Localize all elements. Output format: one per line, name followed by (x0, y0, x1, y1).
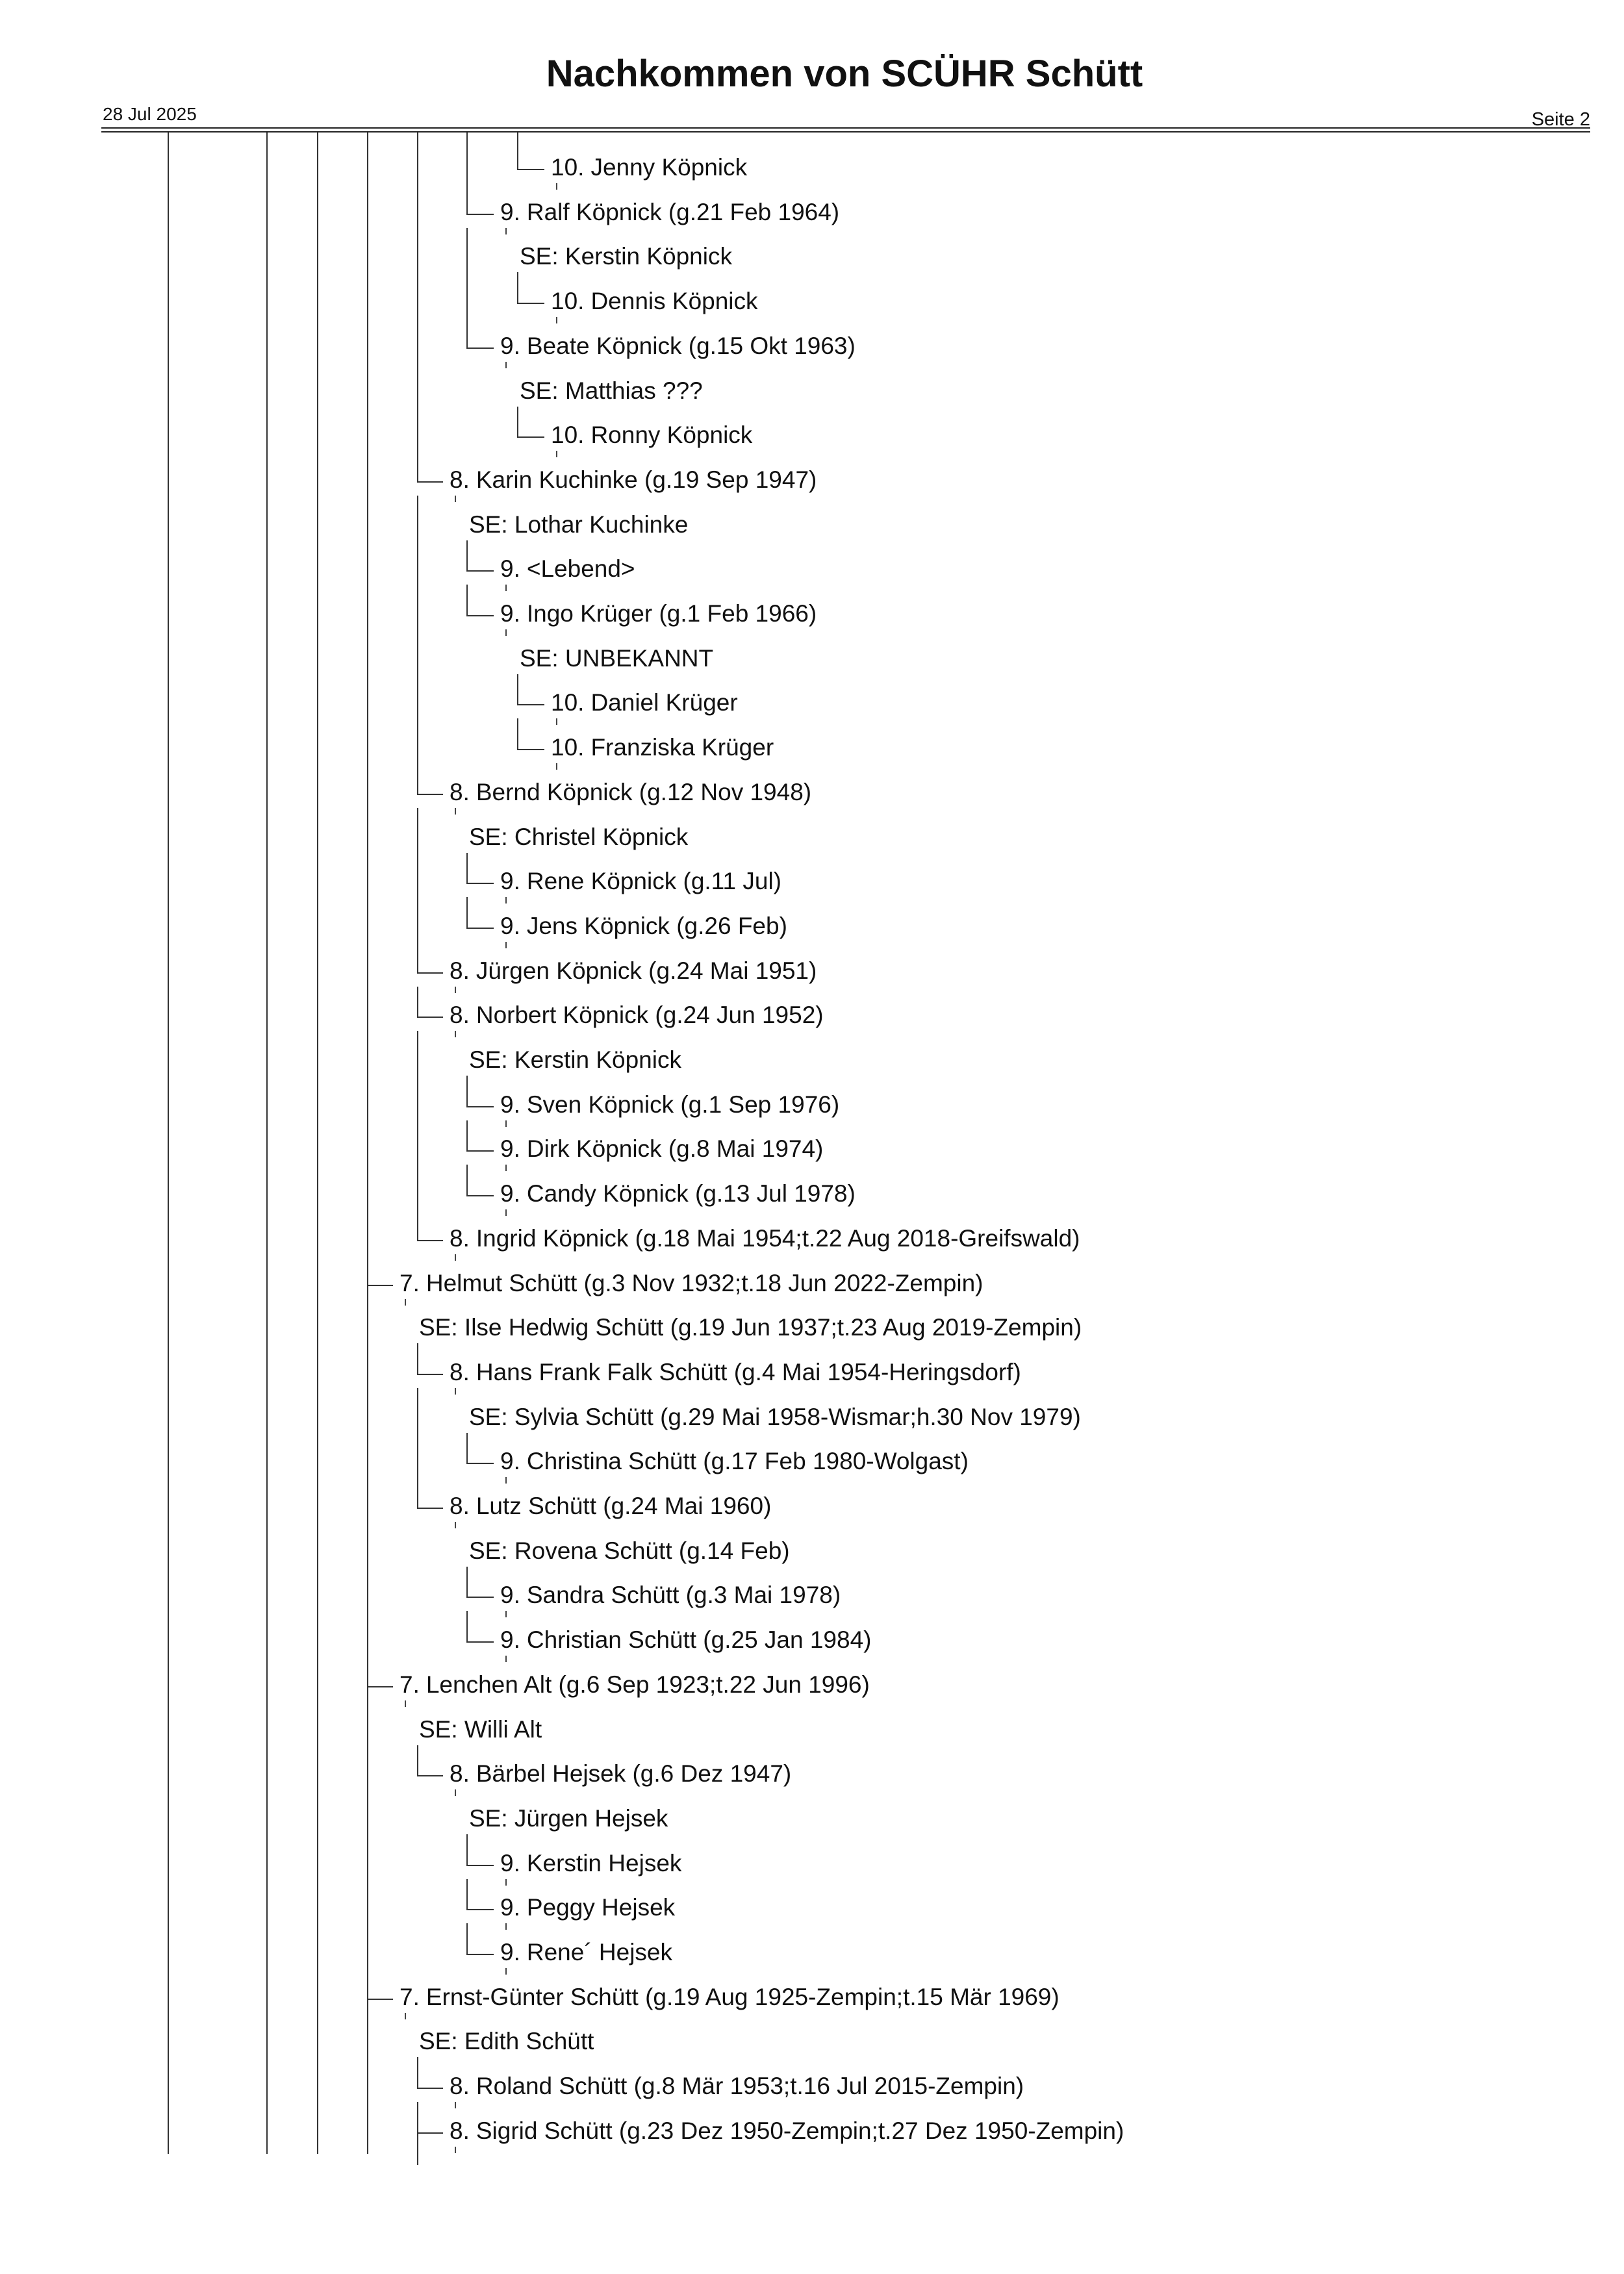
spouse-name: SE: Kerstin Köpnick (520, 243, 732, 270)
tree-connector-horizontal (466, 883, 494, 884)
person-name: Kerstin Hejsek (526, 1849, 682, 1876)
generation-number: 9. (500, 1180, 520, 1207)
person-name: Roland Schütt (g.8 Mär 1953;t.16 Jul 2015-Zempin) (476, 2073, 1024, 2100)
entry-tick (556, 451, 557, 457)
generation-number: 8. (450, 466, 470, 493)
entry-tick (505, 1165, 507, 1171)
tree-connector-vertical (417, 2132, 418, 2165)
tree-connector-vertical (517, 718, 518, 749)
entry-tick (455, 2147, 456, 2153)
generation-number: 8. (450, 1002, 470, 1029)
spouse-entry (469, 823, 688, 852)
person-name: Candy Köpnick (g.13 Jul 1978) (526, 1180, 856, 1207)
tree-connector-horizontal (466, 1909, 494, 1910)
generation-number: 10. (551, 422, 585, 449)
generation-number: 9. (500, 332, 520, 359)
person-name: Ingo Krüger (g.1 Feb 1966) (526, 600, 817, 627)
person-entry (500, 332, 856, 360)
tree-connector-horizontal (367, 1999, 393, 2000)
page-number: Seite 2 (1531, 109, 1590, 130)
generation-number: 8. (450, 957, 470, 984)
tree-connector-horizontal (417, 2088, 443, 2089)
person-name: Helmut Schütt (g.3 Nov 1932;t.18 Jun 2022-Zempin) (425, 1269, 983, 1296)
spouse-name: SE: Ilse Hedwig Schütt (g.19 Jun 1937;t.23 Aug 2019-Zempin) (419, 1314, 1082, 1341)
spouse-name: SE: Kerstin Köpnick (469, 1046, 681, 1073)
tree-connector-horizontal (466, 928, 494, 929)
spouse-name: SE: Lothar Kuchinke (469, 511, 689, 538)
entry-tick (405, 1299, 406, 1306)
generation-number: 8. (450, 2073, 470, 2100)
person-entry (450, 778, 811, 807)
spouse-entry (469, 1046, 681, 1074)
entry-tick (505, 1611, 507, 1617)
person-entry (400, 1983, 1059, 2012)
tree-connector-horizontal (466, 1106, 494, 1107)
generation-number: 9. (500, 912, 520, 939)
tree-connector-vertical (367, 1700, 368, 1999)
person-entry (500, 1091, 839, 1119)
spouse-name: SE: Edith Schütt (419, 2028, 594, 2055)
person-name: Dirk Köpnick (g.8 Mai 1974) (526, 1135, 824, 1163)
generation-number: 8. (450, 2117, 470, 2144)
person-entry (551, 287, 758, 316)
person-name: Franziska Krüger (590, 734, 774, 761)
tree-connector-vertical (417, 808, 418, 972)
tree-connector-vertical (466, 1433, 468, 1463)
spouse-name: SE: Jürgen Hejsek (469, 1804, 668, 1832)
person-entry (500, 198, 839, 227)
tree-connector-horizontal (466, 214, 494, 215)
tree-connector-horizontal (466, 1597, 494, 1598)
person-entry (551, 153, 747, 182)
person-entry (500, 1849, 681, 1878)
tree-connector-vertical (367, 1299, 368, 1686)
entry-tick (556, 317, 557, 323)
generation-number: 9. (500, 868, 520, 895)
person-name: Rene Köpnick (g.11 Jul) (526, 868, 781, 895)
spouse-entry (520, 377, 703, 405)
tree-connector-vertical (466, 585, 468, 615)
person-entry (500, 912, 787, 941)
person-name: Jens Köpnick (g.26 Feb) (526, 912, 787, 939)
tree-connector-vertical (417, 1031, 418, 1240)
person-entry (450, 1224, 1080, 1253)
entry-tick (505, 942, 507, 948)
person-name: Peggy Hejsek (526, 1894, 676, 1921)
person-name: Ronny Köpnick (590, 422, 753, 449)
spouse-name: SE: Rovena Schütt (g.14 Feb) (469, 1537, 790, 1564)
spouse-entry (469, 1403, 1081, 1432)
tree-connector-vertical (466, 1076, 468, 1106)
entry-tick (455, 1254, 456, 1261)
entry-tick (505, 1477, 507, 1484)
entry-tick (455, 808, 456, 815)
person-name: Beate Köpnick (g.15 Okt 1963) (526, 332, 856, 359)
entry-tick (505, 1923, 507, 1930)
generation-number: 10. (551, 288, 585, 315)
person-name: Christian Schütt (g.25 Jan 1984) (526, 1626, 872, 1654)
spouse-name: SE: Christel Köpnick (469, 823, 689, 850)
entry-tick (455, 496, 456, 502)
header-rule-secondary (101, 131, 1590, 133)
person-entry (450, 1001, 824, 1030)
person-entry (500, 555, 635, 583)
tree-connector-horizontal (466, 1150, 494, 1152)
person-entry (500, 600, 817, 628)
tree-connector-horizontal (517, 303, 544, 304)
entry-tick (505, 1209, 507, 1216)
spouse-entry (419, 1715, 542, 1744)
generation-number: 10. (551, 689, 585, 716)
tree-connector-horizontal (367, 1686, 393, 1687)
generation-number: 10. (551, 734, 585, 761)
person-name: Daniel Krüger (590, 689, 738, 716)
person-entry (500, 1447, 969, 1476)
person-name: Ingrid Köpnick (g.18 Mai 1954;t.22 Aug 2018-Greifswald) (476, 1224, 1080, 1252)
tree-connector-horizontal (517, 749, 544, 750)
person-name: Jenny Köpnick (590, 154, 748, 181)
entry-tick (455, 1388, 456, 1395)
entry-tick (505, 585, 507, 591)
entry-tick (455, 1031, 456, 1037)
tree-connector-vertical (417, 2102, 418, 2132)
entry-tick (556, 718, 557, 725)
generation-number: 9. (500, 600, 520, 627)
person-name: Sandra Schütt (g.3 Mai 1978) (526, 1582, 841, 1609)
person-name: Rene´ Hejsek (526, 1939, 673, 1965)
person-name: Bärbel Hejsek (g.6 Dez 1947) (476, 1760, 792, 1788)
spouse-entry (520, 644, 713, 673)
person-entry (500, 1581, 841, 1610)
tree-connector-vertical (466, 1567, 468, 1597)
tree-connector-vertical (417, 1745, 418, 1776)
entry-tick (556, 183, 557, 190)
spouse-name: SE: UNBEKANNT (520, 644, 714, 672)
person-name: Christina Schütt (g.17 Feb 1980-Wolgast) (526, 1448, 969, 1475)
spouse-entry (469, 511, 688, 539)
person-name: <Lebend> (526, 555, 635, 583)
tree-connector-horizontal (367, 1285, 393, 1286)
tree-connector-horizontal (417, 972, 443, 974)
spouse-entry (419, 2027, 594, 2056)
entry-tick (505, 228, 507, 234)
entry-tick (505, 897, 507, 903)
tree-connector-horizontal (417, 1775, 443, 1776)
tree-connector-vertical (466, 853, 468, 883)
person-name: Sven Köpnick (g.1 Sep 1976) (526, 1091, 840, 1118)
tree-connector-vertical (517, 272, 518, 303)
entry-tick (405, 2013, 406, 2019)
person-name: Ernst-Günter Schütt (g.19 Aug 1925-Zempin;t.15 Mär 1969) (425, 1983, 1059, 2010)
spouse-entry (419, 1313, 1082, 1342)
tree-connector-vertical (517, 407, 518, 437)
generation-number: 9. (500, 1894, 520, 1921)
generation-number: 8. (450, 1358, 470, 1385)
tree-connector-horizontal (417, 1017, 443, 1018)
person-entry (500, 1938, 672, 1967)
person-entry (400, 1269, 983, 1298)
tree-connector-horizontal (417, 2132, 443, 2134)
tree-connector-horizontal (417, 794, 443, 795)
spouse-entry (469, 1537, 790, 1565)
entry-tick (556, 763, 557, 770)
generation-number: 8. (450, 778, 470, 805)
tree-connector-horizontal (466, 570, 494, 572)
person-entry (500, 1180, 856, 1208)
person-entry (400, 1671, 870, 1699)
entry-tick (455, 1522, 456, 1528)
person-entry (450, 466, 817, 494)
tree-connector-vertical (417, 496, 418, 794)
generation-number: 8. (450, 1493, 470, 1519)
tree-connector-horizontal (466, 347, 494, 349)
tree-connector-vertical (466, 540, 468, 571)
tree-connector-horizontal (466, 1641, 494, 1643)
tree-connector-vertical (466, 1611, 468, 1641)
generation-number: 9. (500, 1849, 520, 1876)
entry-tick (505, 1968, 507, 1975)
entry-tick (405, 1700, 406, 1707)
tree-connector-vertical (466, 1923, 468, 1954)
generation-number: 7. (400, 1983, 420, 2010)
person-entry (450, 2072, 1024, 2101)
person-entry (500, 1893, 675, 1922)
ancestor-line (266, 133, 268, 2154)
person-name: Karin Kuchinke (g.19 Sep 1947) (476, 466, 817, 493)
person-name: Lenchen Alt (g.6 Sep 1923;t.22 Jun 1996) (425, 1671, 870, 1698)
report-date: 28 Jul 2025 (103, 104, 197, 124)
generation-number: 9. (500, 1582, 520, 1609)
entry-tick (505, 362, 507, 368)
tree-connector-vertical (466, 1120, 468, 1151)
tree-connector-horizontal (466, 615, 494, 616)
tree-connector-horizontal (417, 1240, 443, 1241)
person-entry (450, 1760, 791, 1788)
tree-connector-vertical (466, 133, 468, 214)
tree-connector-vertical (417, 987, 418, 1017)
entry-tick (505, 1120, 507, 1127)
generation-number: 9. (500, 1626, 520, 1654)
tree-connector-vertical (466, 1834, 468, 1865)
page-title: Nachkommen von SCÜHR Schütt (546, 53, 1143, 95)
spouse-name: SE: Sylvia Schütt (g.29 Mai 1958-Wismar;h.30 Nov 1979) (469, 1403, 1081, 1430)
entry-tick (505, 629, 507, 636)
ancestor-line (168, 133, 169, 2154)
person-entry (450, 957, 817, 985)
person-name: Hans Frank Falk Schütt (g.4 Mai 1954-Heringsdorf) (476, 1358, 1021, 1385)
tree-connector-vertical (466, 1165, 468, 1195)
spouse-entry (469, 1804, 668, 1833)
ancestor-line (317, 133, 318, 2154)
generation-number: 7. (400, 1671, 420, 1698)
generation-number: 8. (450, 1224, 470, 1252)
person-name: Bernd Köpnick (g.12 Nov 1948) (476, 778, 812, 805)
spouse-name: SE: Willi Alt (419, 1715, 542, 1743)
generation-number: 7. (400, 1269, 420, 1296)
person-name: Norbert Köpnick (g.24 Jun 1952) (476, 1002, 824, 1029)
entry-tick (455, 2102, 456, 2108)
tree-connector-vertical (517, 674, 518, 705)
person-entry (551, 689, 738, 717)
tree-connector-horizontal (417, 1374, 443, 1375)
entry-tick (505, 1656, 507, 1662)
tree-connector-vertical (417, 133, 418, 481)
tree-connector-vertical (466, 1879, 468, 1910)
entry-tick (505, 1879, 507, 1886)
person-entry (551, 733, 774, 762)
tree-connector-horizontal (466, 1954, 494, 1955)
tree-connector-vertical (517, 133, 518, 169)
tree-connector-vertical (417, 1388, 418, 1508)
generation-number: 9. (500, 1135, 520, 1163)
tree-connector-vertical (367, 133, 368, 1285)
tree-connector-horizontal (466, 1865, 494, 1866)
tree-connector-horizontal (517, 704, 544, 705)
person-entry (500, 1135, 823, 1163)
tree-connector-horizontal (517, 436, 544, 438)
entry-tick (455, 1789, 456, 1796)
entry-tick (455, 987, 456, 993)
tree-connector-horizontal (466, 1463, 494, 1464)
person-entry (500, 1626, 872, 1654)
header-rule (101, 127, 1590, 129)
generation-number: 8. (450, 1760, 470, 1788)
spouse-entry (520, 242, 732, 271)
person-entry (450, 2117, 1124, 2145)
generation-number: 9. (500, 1091, 520, 1118)
generation-number: 9. (500, 198, 520, 225)
person-name: Dennis Köpnick (590, 288, 758, 315)
tree-connector-horizontal (417, 481, 443, 483)
generation-number: 9. (500, 1939, 520, 1965)
generation-number: 9. (500, 555, 520, 583)
tree-connector-vertical (417, 2057, 418, 2088)
spouse-name: SE: Matthias ??? (520, 377, 703, 404)
person-entry (450, 1358, 1021, 1387)
tree-connector-horizontal (466, 1195, 494, 1196)
tree-connector-horizontal (417, 1508, 443, 1509)
tree-connector-horizontal (517, 169, 544, 170)
person-name: Sigrid Schütt (g.23 Dez 1950-Zempin;t.27 Dez 1950-Zempin) (476, 2117, 1124, 2144)
generation-number: 9. (500, 1448, 520, 1475)
person-name: Jürgen Köpnick (g.24 Mai 1951) (476, 957, 817, 984)
generation-number: 10. (551, 154, 585, 181)
person-name: Ralf Köpnick (g.21 Feb 1964) (526, 198, 840, 225)
person-name: Lutz Schütt (g.24 Mai 1960) (476, 1493, 772, 1519)
person-entry (450, 1492, 771, 1521)
tree-connector-vertical (466, 228, 468, 347)
person-entry (500, 867, 781, 896)
person-entry (551, 421, 752, 449)
tree-connector-vertical (466, 897, 468, 928)
tree-connector-vertical (417, 1343, 418, 1374)
